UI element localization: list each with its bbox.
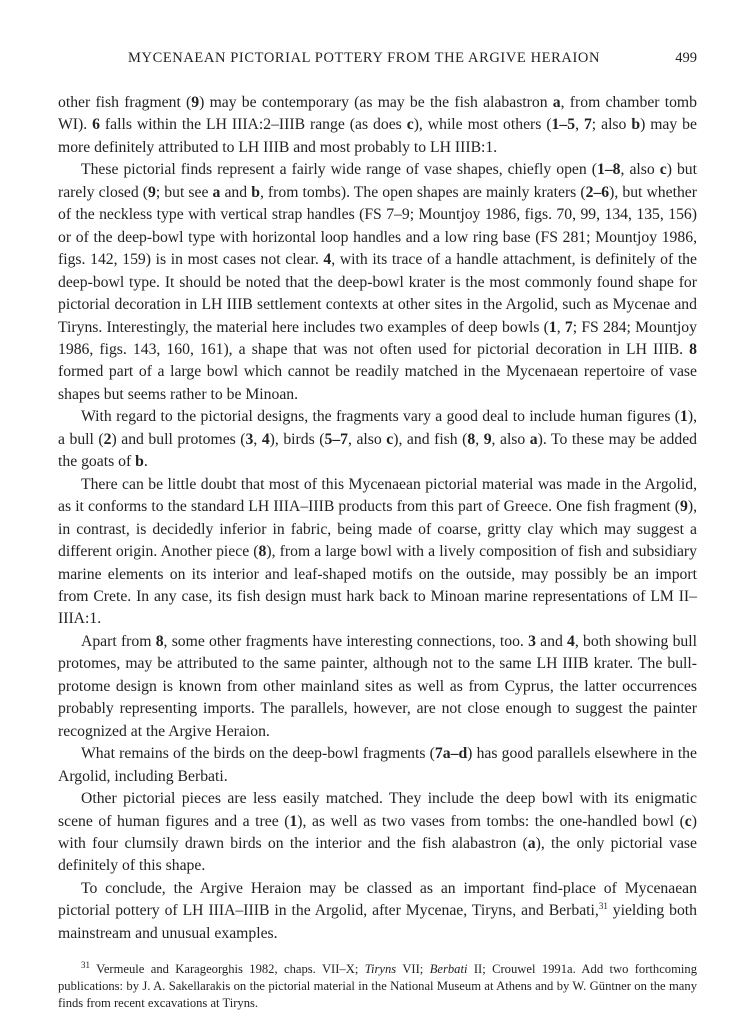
paragraph-7: Other pictorial pieces are less easily matched. They include the deep bowl with its enigmatic scene of human figures and a tree (1), as well as two vases from tombs: the one-handled bowl (c) with four clumsily drawn birds on the interior and the fish alabastron (a), the only pictorial vase definitely of this shape. — [58, 790, 697, 875]
paragraph-4: There can be little doubt that most of this Mycenaean pictorial material was made in the Argolid, as it conforms to the standard LH IIIA–IIIB products from this part of Greece. One fish fragment (9), in contrast, is decidedly inferior in fabric, being made of coarse, gritty clay which may suggest a different origin. Another piece (8), from a large bowl with a lively composition of fish and subsidiary marine elements on its interior and leaf-shaped motifs on the outside, may possibly be an import from Crete. In any case, its fish design must hark back to Minoan marine representations of LM II–IIIA:1. — [58, 475, 697, 628]
body-text — [58, 92, 697, 945]
paragraph-2: These pictorial finds represent a fairly wide range of vase shapes, chiefly open (1–8, also c) but rarely closed (9; but see a and b, from tombs). The open shapes are mainly kraters (2–6), but whether of the neckless type with vertical strap handles (FS 7–9; Mountjoy 1986, figs. 70, 99, 134, 135, 156) or of the deep-bowl type with horizontal loop handles and a low ring base (FS 281; Mountjoy 1986, figs. 142, 159) is in most cases not clear. 4, with its trace of a handle attachment, is definitely of the deep-bowl type. It should be noted that the deep-bowl krater is the most commonly found shape for pictorial decoration in LH IIIB settlement contexts at other sites in the Argolid, such as Mycenae and Tiryns. Interestingly, the material here includes two examples of deep bowls (1, 7; FS 284; Mountjoy 1986, figs. 143, 160, 161), a shape that was not often used for pictorial decoration in LH IIIB. 8 formed part of a large bowl which cannot be readily matched in the Mycenaean repertoire of vase shapes but seems rather to be Minoan. — [58, 161, 697, 403]
paragraph-8: To conclude, the Argive Heraion may be classed as an important find-place of Mycenaean pictorial pottery of LH IIIA–IIIB in the Argolid, after Mycenae, Tiryns, and Berbati,$^{31}$ yielding both mainstream and unusual examples. — [58, 879, 697, 942]
running-title: MYCENAEAN PICTORIAL POTTERY FROM THE ARGIVE HERAION — [128, 50, 601, 66]
paragraph-6: What remains of the birds on the deep-bowl fragments (7a–d) has good parallels elsewhere in the Argolid, including Berbati. — [58, 745, 697, 785]
paragraph-3: With regard to the pictorial designs, the fragments vary a good deal to include human figures (1), a bull (2) and bull protomes (3, 4), birds (5–7, also c), and fish (8, 9, also a). To these may be added the goats of b. — [58, 408, 697, 471]
paragraph-5: Apart from 8, some other fragments have interesting connections, too. 3 and 4, both showing bull protomes, may be attributed to the same painter, although not to the same LH IIIB krater. The bull-protome design is known from other mainland sites as well as from Cyprus, the latter occurrences probably representing imports. The parallels, however, are not close enough to suggest the painter recognized at the Argive Heraion. — [58, 632, 697, 740]
paragraph-1: other fish fragment (9) may be contemporary (as may be the fish alabastron a, from chamber tomb WI). 6 falls within the LH IIIA:2–IIIB range (as does c), while most others (1–5, 7; also b) may be more definitely attributed to LH IIIB and most probably to LH IIIB:1. — [58, 94, 697, 156]
footnote-31: $^{31}$ Vermeule and Karageorghis 1982, chaps. VII–X; Tiryns VII; Berbati II; Crouwel 1991a. Add two forthcoming publications: by J. A. Sakellarakis on the pictorial material in the National Museum at Athens and by W. Güntner on the many finds from recent excavations at Tiryns. — [58, 960, 697, 1011]
page — [58, 50, 697, 1012]
page-number: 499 — [675, 50, 697, 66]
running-head — [58, 50, 697, 72]
